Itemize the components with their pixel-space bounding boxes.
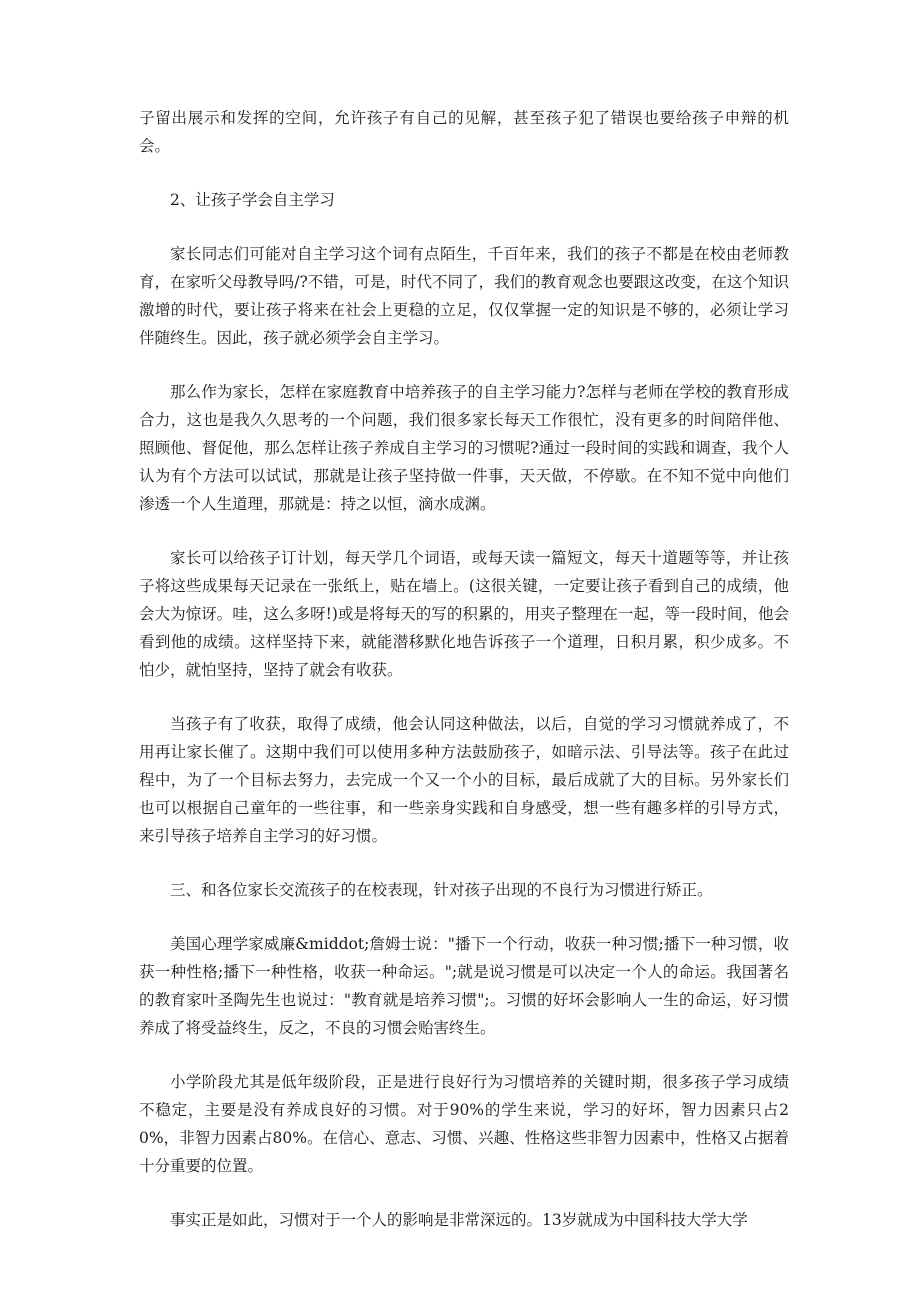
paragraph-4: 那么作为家长，怎样在家庭教育中培养孩子的自主学习能力?怎样与老师在学校的教育形成合力，这也是我久久思考的一个问题，我们很多家长每天工作很忙，没有更多的时间陪伴他、照顾他、督促他，那么怎样让孩子养成自主学习的习惯呢?通过一段时间的实践和调查，我个人认为有个方法可以试试，那就是让孩子坚持做一件事，天天做，不停歇。在不知不觉中向他们渗透一个人生道理，那就是：持之以恒，滴水成渊。 xyxy=(139,383,789,513)
paragraph-3: 家长同志们可能对自主学习这个词有点陌生，千百年来，我们的孩子不都是在校由老师教育，在家听父母教导吗/?不错，可是，时代不同了，我们的教育观念也要跟这改变，在这个知识激增的时代，要让孩子将来在社会上更稳的立足，仅仅掌握一定的知识是不够的，必须让学习伴随终生。因此，孩子就必须学会自主学习。 xyxy=(139,245,789,347)
document-page xyxy=(139,104,789,1234)
paragraph-5: 家长可以给孩子订计划，每天学几个词语，或每天读一篇短文，每天十道题等等，并让孩子将这些成果每天记录在一张纸上，贴在墙上。(这很关键，一定要让孩子看到自己的成绩，他会大为惊讶。哇，这么多呀!)或是将每天的写的积累的，用夹子整理在一起，等一段时间，他会看到他的成绩。这样坚持下来，就能潜移默化地告诉孩子一个道理，日积月累，积少成多。不怕少，就怕坚持，坚持了就会有收获。 xyxy=(139,549,789,679)
paragraph-8: 美国心理学家威廉&middot;詹姆士说："播下一个行动，收获一种习惯;播下一种习惯，收获一种性格;播下一种性格，收获一种命运。";就是说习惯是可以决定一个人的命运。我国著名的教育家叶圣陶先生也说过："教育就是培养习惯";。习惯的好坏会影响人一生的命运，好习惯养成了将受益终生，反之，不良的习惯会贻害终生。 xyxy=(139,935,789,1037)
paragraph-6: 当孩子有了收获，取得了成绩，他会认同这种做法，以后，自觉的学习习惯就养成了，不用再让家长催了。这期中我们可以使用多种方法鼓励孩子，如暗示法、引导法等。孩子在此过程中，为了一个目标去努力，去完成一个又一个小的目标，最后成就了大的目标。另外家长们也可以根据自己童年的一些往事，和一些亲身实践和自身感受，想一些有趣多样的引导方式，来引导孩子培养自主学习的好习惯。 xyxy=(139,715,789,845)
section-heading-2: 2、让孩子学会自主学习 xyxy=(170,191,335,209)
section-heading-3: 三、和各位家长交流孩子的在校表现，针对孩子出现的不良行为习惯进行矫正。 xyxy=(170,881,713,899)
paragraph-9: 小学阶段尤其是低年级阶段，正是进行良好行为习惯培养的关键时期，很多孩子学习成绩不稳定，主要是没有养成良好的习惯。对于90%的学生来说，学习的好坏，智力因素只占20%，非智力因素占80%。在信心、意志、习惯、兴趣、性格这些非智力因素中，性格又占据着十分重要的位置。 xyxy=(139,1073,789,1175)
paragraph-1: 子留出展示和发挥的空间，允许孩子有自己的见解，甚至孩子犯了错误也要给孩子申辩的机会。 xyxy=(139,109,789,155)
paragraph-10: 事实正是如此，习惯对于一个人的影响是非常深远的。13岁就成为中国科技大学大学 xyxy=(170,1211,748,1229)
